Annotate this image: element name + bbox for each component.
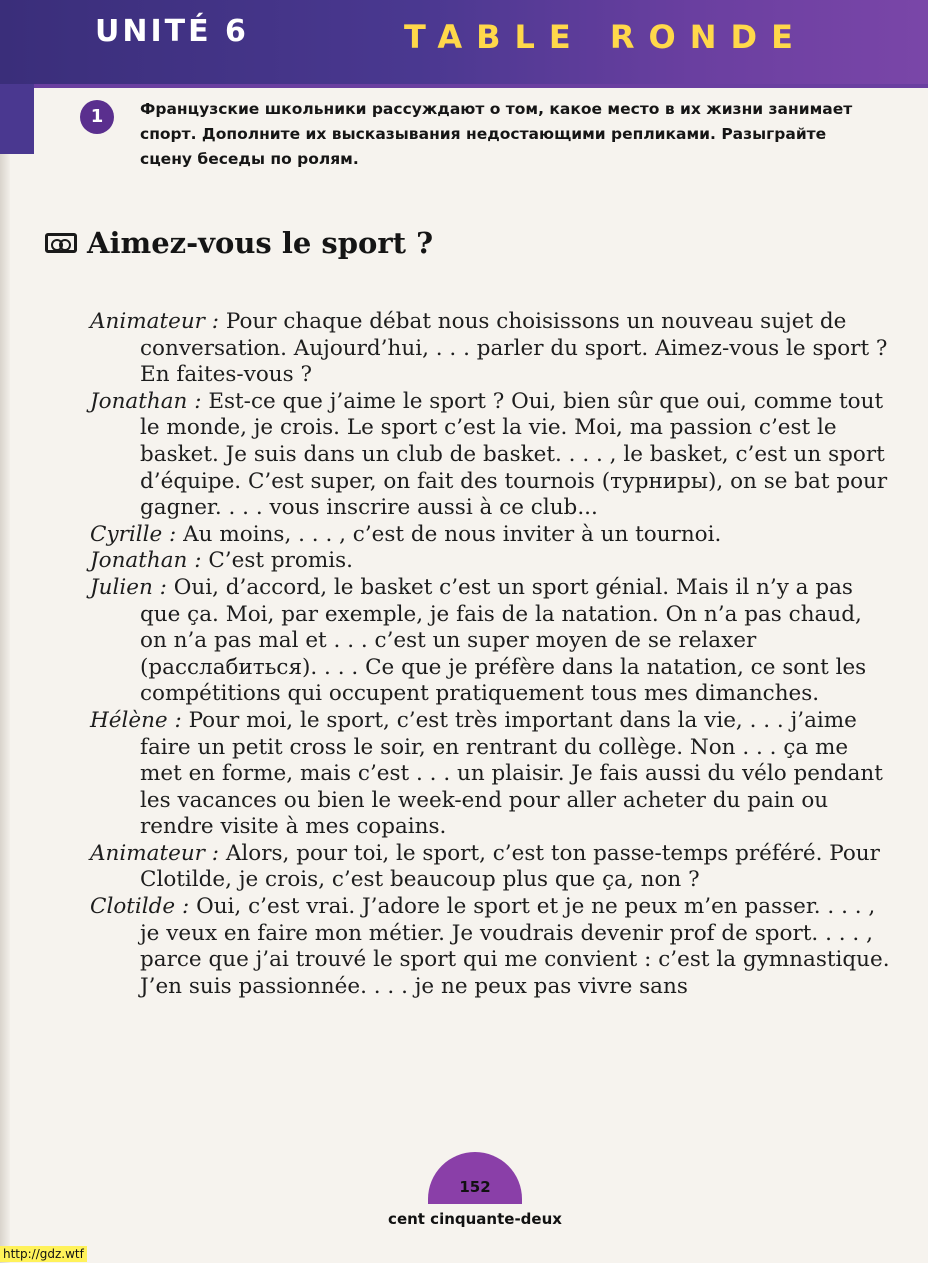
turn-text: Oui, c’est vrai. J’adore le sport et je ne peux m’en passer. . . . , je veux en faire mon métier. Je voudrais devenir prof de sport. . . . , parce que j’ai trouvé le sport qui me convient : c’est la gymnastique. J’en suis passionnée. . . . je ne peux pas vivre sans xyxy=(140,894,890,999)
speaker-label: Hélène : xyxy=(90,707,182,733)
watermark: http://gdz.wtf xyxy=(0,1246,87,1262)
audio-cassette-icon xyxy=(45,233,77,253)
page-number-words: cent cinquante-deux xyxy=(388,1210,562,1228)
dialogue-turn xyxy=(90,841,890,894)
dialogue-turn xyxy=(90,894,890,1000)
speaker-label: Animateur : xyxy=(90,309,220,334)
dialogue-turn xyxy=(90,389,890,522)
speaker-label: Clotilde : xyxy=(90,894,190,920)
turn-text: Oui, d’accord, le basket c’est un sport génial. Mais il n’y a pas que ça. Moi, par exemple, je fais de la natation. On n’a pas chaud, on n’a pas mal et . . . c’est un super moyen de se relaxer (расслабиться). . . . Ce que je préfère dans la natation, ce sont les compétitions qui occupent pratiquement tous mes dimanches. xyxy=(140,574,867,707)
unit-label: UNITÉ 6 xyxy=(95,14,249,49)
dialogue-turn xyxy=(90,522,890,549)
turn-text: C’est promis. xyxy=(208,548,353,574)
turn-text: Est-ce que j’aime le sport ? Oui, bien sûr que oui, comme tout le monde, je crois. Le sport c’est la vie. Moi, ma passion c’est le basket. Je suis dans un club de basket. . . . , le basket, c’est un sport d’équipe. C’est super, on fait des tournois (турниры), on se bat pour gagner. . . . vous inscrire aussi à ce club... xyxy=(140,388,888,521)
dialogue xyxy=(90,309,890,1000)
speaker-label: Cyrille : xyxy=(90,521,177,547)
turn-text: Pour moi, le sport, c’est très important dans la vie, . . . j’aime faire un petit cross le soir, en rentrant du collège. Non . . . ça me met en forme, mais c’est . . . un plaisir. Je fais aussi du vélo pendant les vacances ou bien le week-end pour aller acheter du pain ou rendre visite à mes copains. xyxy=(140,707,883,840)
page-number: 152 xyxy=(459,1178,491,1196)
dialogue-turn xyxy=(90,548,890,575)
turn-text: Au moins, . . . , c’est de nous inviter à un tournoi. xyxy=(183,521,722,547)
exercise-number-badge: 1 xyxy=(80,100,114,134)
dialogue-turn xyxy=(90,309,890,389)
turn-text: Pour chaque débat nous choisissons un nouveau sujet de conversation. Aujourd’hui, . . . parler du sport. Aimez-vous le sport ? En faites-vous ? xyxy=(140,309,888,388)
section-title: Aimez-vous le sport ? xyxy=(87,226,434,260)
speaker-label: Jonathan : xyxy=(90,548,202,574)
instruction-bar xyxy=(34,84,928,88)
dialogue-turn xyxy=(90,708,890,841)
unit-title: TABLE RONDE xyxy=(404,18,807,56)
dialogue-turn xyxy=(90,575,890,708)
header-band xyxy=(0,0,928,84)
turn-text: Alors, pour toi, le sport, c’est ton passe-temps préféré. Pour Clotilde, je crois, c’est beaucoup plus que ça, non ? xyxy=(140,840,880,893)
speaker-label: Julien : xyxy=(90,574,167,600)
page-edge xyxy=(0,0,10,1263)
left-tab xyxy=(0,84,34,154)
speaker-label: Animateur : xyxy=(90,840,220,866)
section-heading xyxy=(45,226,433,260)
exercise-instruction: Французские школьники рассуждают о том, какое место в их жизни занимает спорт. Дополните их высказывания недостающими репликами. Разыграйте сцену беседы по ролям. xyxy=(140,100,853,168)
speaker-label: Jonathan : xyxy=(90,388,202,414)
